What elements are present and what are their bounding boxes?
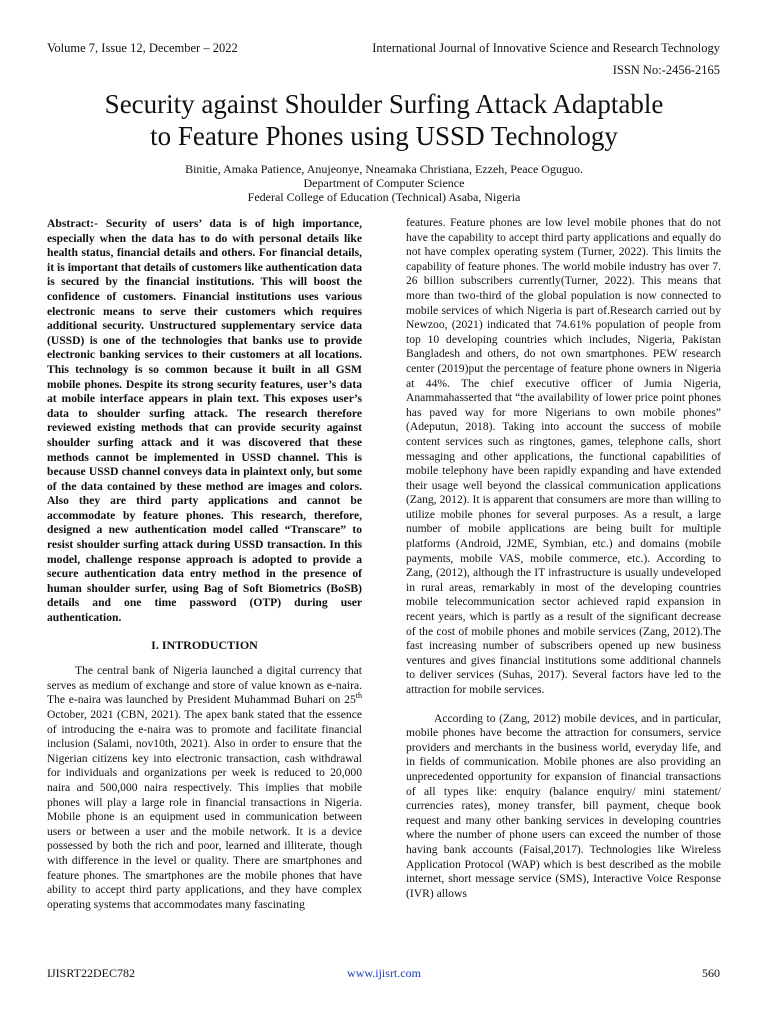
author-names: Binitie, Amaka Patience, Anujeonye, Nneamaka Christiana, Ezzeh, Peace Oguguo. (185, 162, 583, 176)
journal-issn: ISSN No:-2456-2165 (612, 63, 720, 77)
paper-title-line-2: to Feature Phones using USSD Technology (150, 121, 618, 151)
journal-name: International Journal of Innovative Science and Research Technology (372, 41, 720, 55)
abstract (47, 217, 362, 626)
footer-website-link[interactable]: www.ijisrt.com (347, 966, 421, 980)
left-column (47, 217, 362, 912)
footer-paper-code: IJISRT22DEC782 (47, 966, 135, 980)
abstract-label: Abstract:- (47, 217, 98, 230)
right-column (406, 216, 721, 901)
section-heading-introduction: I. INTRODUCTION (151, 637, 258, 652)
intro-p1-part-a: The central bank of Nigeria launched a digital currency that serves as medium of exchange and store of value known as e-naira. The e-naira was launched by President Muhammad Buhari on 25 (47, 664, 362, 707)
intro-paragraph-1 (47, 664, 362, 912)
footer-page-number: 560 (702, 966, 720, 980)
author-block (0, 162, 768, 204)
paper-title (30, 88, 738, 152)
journal-volume: Volume 7, Issue 12, December – 2022 (47, 41, 238, 55)
intro-paragraph-3: According to (Zang, 2012) mobile devices, and in particular, mobile phones have become the attraction for consumers, service providers and merchants in the business world, everyday life, and in fields of communication. Mobile phones are also providing an unprecedented opportunity for expansion of financial transactions of all types like: enquiry (balance enquiry/ mini statement/ currencies rates), money transfer, bill payment, cheque book request and many other banking services in developing countries where the number of phone users can exceed the number of those having bank accounts (Faisal,2017). Technologies like Wireless Application Protocol (WAP) which is best described as the mobile internet, short message service (SMS), Interactive Voice Response (IVR) allows (406, 711, 721, 900)
intro-p1-part-b: October, 2021 (CBN, 2021). The apex bank stated that the essence of introducing the e-naira was to promote and facilitate financial inclusion (Salami, nov10th, 2021). Also in order to ensure that the Nigerian citizens key into electronic transaction, cash withdrawal for individuals and organizations per week is reduced to 20,000 naira and 500,000 naira respectively. This implies that mobile phones will play a large role in financial transactions in Nigeria. Mobile phone is an equipment used in communication between users or between a user and the mobile network. It is a device possessed by both the rich and poor, learned and illiterate, though with difference in the level or quality. There are smartphones and feature phones. The smartphones are the mobile phones that have ability to accept third party applications, and they have complex operating systems that accommodates many fascinating (47, 708, 362, 911)
author-institution: Federal College of Education (Technical) Asaba, Nigeria (247, 190, 521, 204)
intro-p1-superscript: th (355, 691, 362, 701)
paper-title-line-1: Security against Shoulder Surfing Attack Adaptable (104, 89, 664, 119)
intro-paragraph-2: features. Feature phones are low level mobile phones that do not have the capability to accept third party applications and equally do not have complex operating system (Turner, 2022). This limits the capability of feature phones. The world mobile industry has over 7. 26 billion subscribers currently(Turner, 2022). This means that more than two-third of the global population is now connected to mobile services of which Nigeria is part of.Research carried out by Newzoo, (2021) indicated that 74.61% population of people from top 10 developing countries which includes, Nigeria, Pakistan Bangladesh and others, do not own smartphones. PEW research center (2019)put the percentage of feature phone owners in Nigeria at 44%. The chief executive officer of Jumia Nigeria, Anammahasserted that “the availability of lower price point phones has paved way for more Nigerians to own mobile phones” (Adeputun, 2018). Taking into account the success of mobile content services such as ringtones, games, telephone calls, short messaging and other applications, the functional capabilities of mobile telephony have been rapidly expanding and have extended their usage well beyond the classical communication applications (Zang, 2012). It is apparent that consumers are more than willing to utilize mobile phones for several purposes. As a result, a large number of mobile applications are being built for multiple platforms (Android, J2ME, Symbian, etc.) and domains (mobile payments, mobile VAS, mobile commerce, etc.). According to Zang, (2012), although the IT infrastructure is usually undeveloped in rural areas, remarkably in most of the developing countries mobile telecommunication sector achieved rapid expansion in recent years, which is partly as a result of the significant decrease of the cost of mobile phones and mobile services (Zang, 2012).The fast increasing number of subscribers opened up new business ventures and gives financial institutions some additional channels to deliver services (Suhas, 2017). Several factors have led to the attraction for mobile services. (406, 216, 721, 696)
author-department: Department of Computer Science (303, 176, 465, 190)
abstract-text: Security of users’ data is of high importance, especially when the data has to do with personal details like health status, financial details and others. For financial details, it is important that details of customers like authentication data is secured by the financial institutions. This will boost the confidence of customers. Financial institutions uses various electronic means to serve their customers which requires additional security. Unstructured supplementary service data (USSD) is one of the technologies that banks use to provide electronic banking services to their customers at all locations. This technology is so common because it built in all GSM mobile phones. Despite its strong security features, user’s data at mobile interface appears in plain text. This exposes user’s data to shoulder surfing attack. The research therefore reviewed existing methods that can provide security against shoulder surfing attack and it was discovered that these methods cannot be implemented in USSD channel. This is because USSD channel conveys data in plaintext only, but some of the data contained by these method are images and colors. Also they are third party applications and cannot be accommodate by feature phones. This research, therefore, designed a new authentication model called “Transcare” to resist shoulder surfing attack during USSD transaction. In this model, challenge response approach is adopted to provide a secure authentication data entry method in the presence of human shoulder surfer, using Bag of Soft Biometrics (BoSB) details and one time password (OTP) during user authentication. (47, 217, 362, 625)
